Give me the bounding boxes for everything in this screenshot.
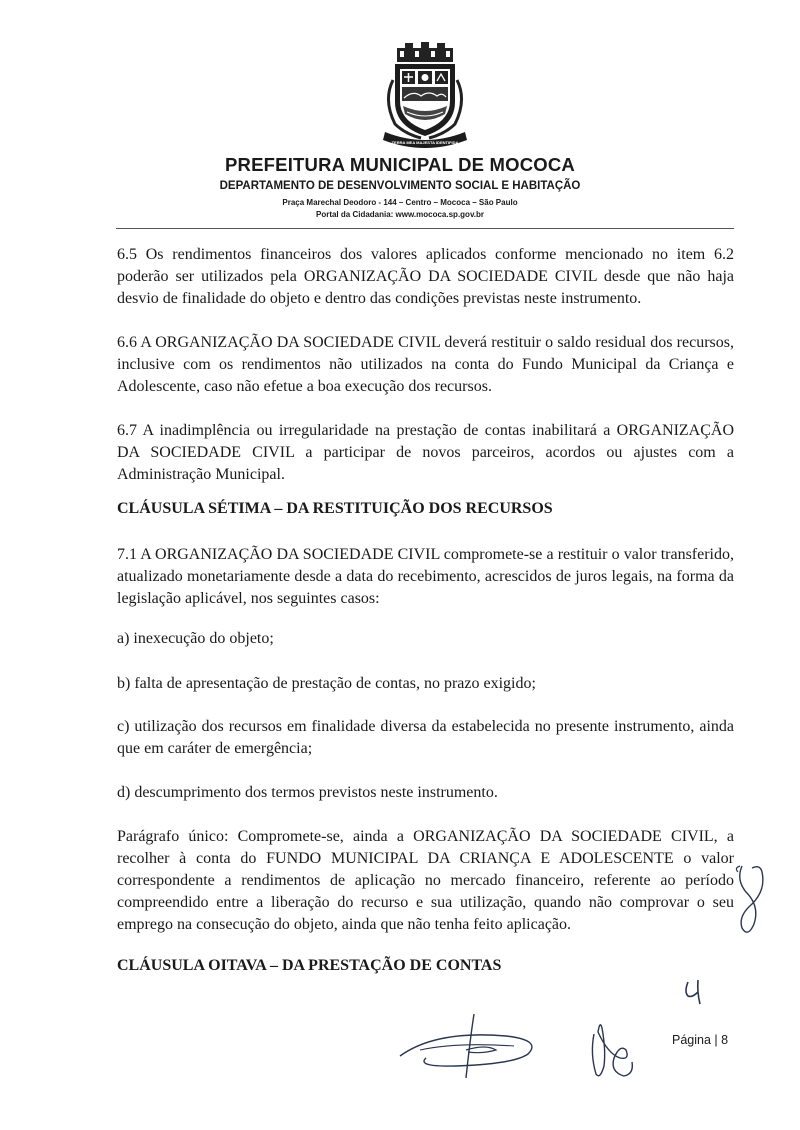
signature-left (396, 1010, 546, 1082)
page-number: Página | 8 (672, 1033, 729, 1047)
paragraph-7-1: 7.1 A ORGANIZAÇÃO DA SOCIEDADE CIVIL compromete-se a restituir o valor transferido, atualizado monetariamente desde a data do recebimento, acrescidos de juros legais, na forma da legislação aplicável, nos seguintes casos: (117, 546, 734, 607)
item-a: a) inexecução do objeto; (117, 630, 274, 647)
paragraph-6-6: 6.6 A ORGANIZAÇÃO DA SOCIEDADE CIVIL deverá restituir o saldo residual dos recursos, inclusive com os rendimentos não utilizados na conta do Fundo Municipal da Criança e Adolescente, caso não efetue a boa execução dos recursos. (117, 334, 734, 395)
signature-right (580, 1014, 640, 1084)
item-c: c) utilização dos recursos em finalidade diversa da estabelecida no presente instrumento, ainda que em caráter de emergência; (117, 718, 734, 757)
margin-initials-signature (732, 862, 772, 942)
portal-line: Portal da Cidadania: www.mococa.sp.gov.br (315, 210, 485, 219)
address-line: Praça Marechal Deodoro - 144 – Centro – Mococa – São Paulo (282, 198, 518, 207)
department-name: DEPARTAMENTO DE DESENVOLVIMENTO SOCIAL E HABITAÇÃO (219, 180, 581, 192)
city-crest-logo (375, 40, 475, 152)
clause-eighth-heading: CLÁUSULA OITAVA – DA PRESTAÇÃO DE CONTAS (117, 957, 502, 974)
paragraph-6-5: 6.5 Os rendimentos financeiros dos valores aplicados conforme mencionado no item 6.2 poderão ser utilizados pela ORGANIZAÇÃO DA SOCIEDADE CIVIL desde que não haja desvio de finalidade do objeto e dentro das condições previstas neste instrumento. (117, 246, 734, 307)
municipality-title: PREFEITURA MUNICIPAL DE MOCOCA (225, 154, 575, 175)
paragrafo-unico: Parágrafo único: Compromete-se, ainda a ORGANIZAÇÃO DA SOCIEDADE CIVIL, a recolher à conta do FUNDO MUNICIPAL DA CRIANÇA E ADOLESCENTE o valor correspondente a rendimentos de aplicação no mercado financeiro, referente ao período compreendido entre a liberação do recurso e sua utilização, quando não comprovar o seu emprego na consecução do objeto, ainda que não tenha feito aplicação. (117, 828, 734, 933)
crest-motto: TERRA MEA MAJESTA IDENTIFIDA (391, 140, 459, 145)
item-b: b) falta de apresentação de prestação de contas, no prazo exigido; (117, 675, 536, 692)
clause-seventh-heading: CLÁUSULA SÉTIMA – DA RESTITUIÇÃO DOS RECURSOS (117, 500, 553, 517)
handwritten-page-mark (680, 976, 714, 1008)
paragraph-6-7: 6.7 A inadimplência ou irregularidade na prestação de contas inabilitará a ORGANIZAÇÃO DA SOCIEDADE CIVIL a participar de novos parceiros, acordos ou ajustes com a Administração Municipal. (117, 422, 734, 483)
item-d: d) descumprimento dos termos previstos neste instrumento. (117, 784, 498, 801)
header-divider (116, 228, 734, 229)
